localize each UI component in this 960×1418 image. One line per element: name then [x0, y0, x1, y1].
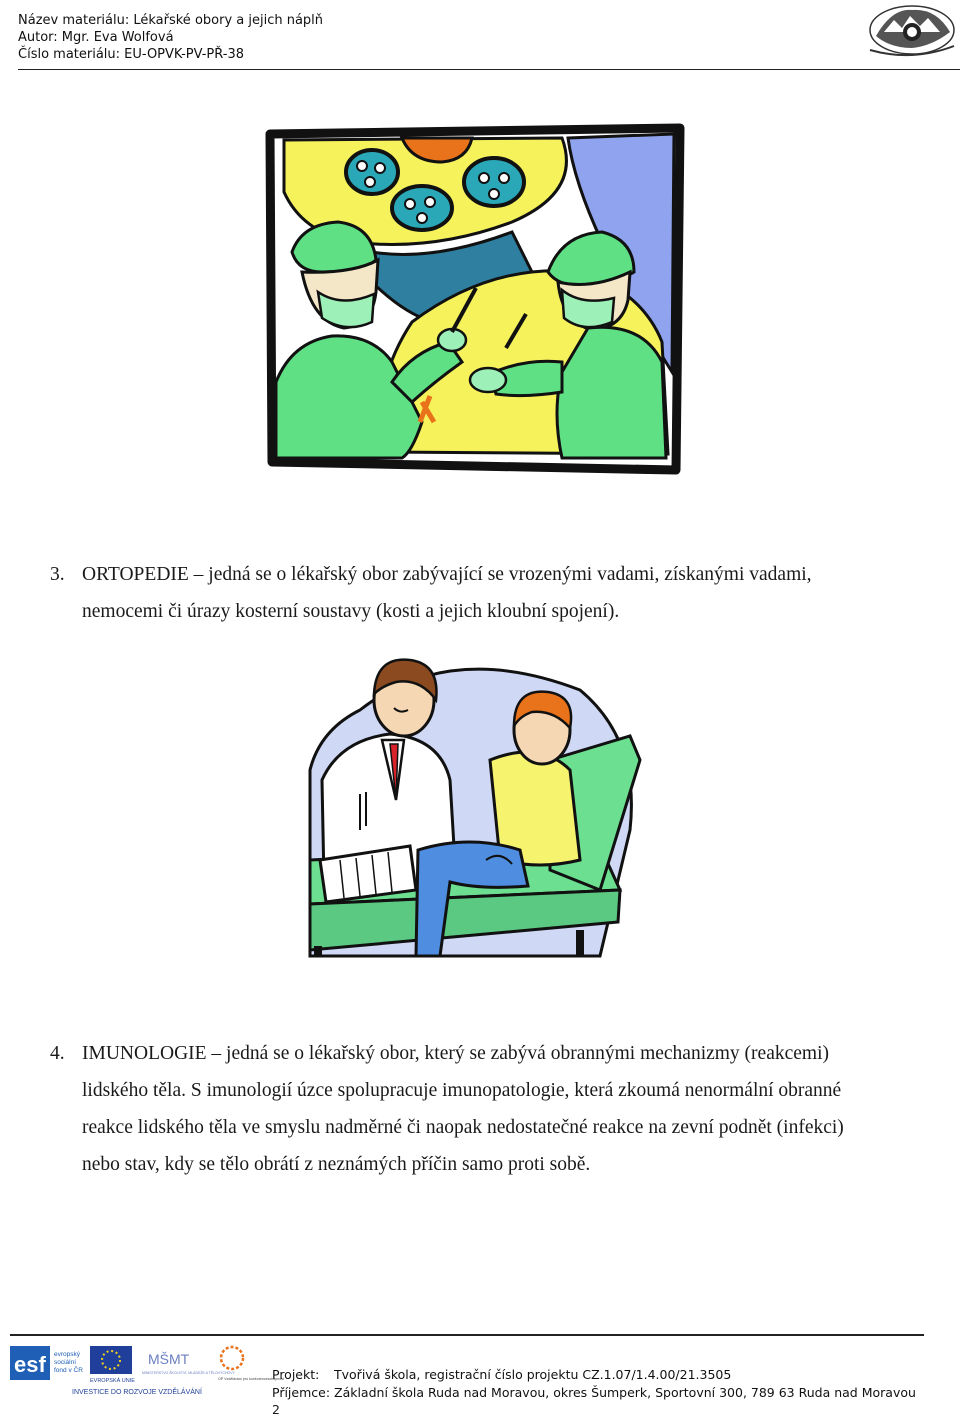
esf-logo-text: esf	[14, 1352, 46, 1377]
svg-text:MŠMT: MŠMT	[148, 1351, 190, 1367]
page-header	[18, 12, 323, 63]
page-number: 2	[272, 1402, 280, 1417]
footer-divider	[10, 1334, 924, 1336]
svg-text:MINISTERSTVO ŠKOLSTVÍ, MLÁDEŽE: MINISTERSTVO ŠKOLSTVÍ, MLÁDEŽE A TĚLOVÝCHOVY	[142, 1371, 235, 1375]
author: Autor: Mgr. Eva Wolfová	[18, 30, 174, 45]
project-row	[272, 1366, 916, 1384]
surgery-clipart	[262, 122, 686, 478]
paragraph-line: lidského těla. S imunologií úzce spolupracuje imunopatologie, která zkoumá nenormální obranné	[82, 1080, 842, 1101]
esf-logo	[10, 1346, 83, 1380]
section-number: 3.	[50, 564, 65, 585]
funding-logos	[10, 1342, 285, 1400]
header-divider	[18, 69, 960, 70]
paragraph-line: IMUNOLOGIE – jedná se o lékařský obor, který se zabývá obrannými mechanizmy (reakcemi)	[82, 1043, 829, 1064]
eu-flag	[90, 1346, 135, 1384]
paragraph-line: nemocemi či úrazy kosterní soustavy (kosti a jejich kloubní spojení).	[82, 601, 620, 622]
recipient-value: Základní škola Ruda nad Moravou, okres Šumperk, Sportovní 300, 789 63 Ruda nad Moravou	[334, 1385, 916, 1400]
svg-text:fond v ČR: fond v ČR	[54, 1367, 83, 1374]
recipient-row	[272, 1384, 916, 1402]
svg-text:sociální: sociální	[54, 1359, 77, 1366]
project-info	[272, 1366, 916, 1402]
paragraph-line: reakce lidského těla ve smyslu nadměrné či naopak nedostatečné reakce na zevní podnět (infekci)	[82, 1117, 844, 1138]
recipient-label: Příjemce:	[272, 1385, 331, 1400]
funding-slogan: INVESTICE DO ROZVOJE VZDĚLÁVÁNÍ	[72, 1389, 202, 1396]
material-name: Název materiálu: Lékařské obory a jejich náplň	[18, 13, 324, 28]
material-number: Číslo materiálu: EU-OPVK-PV-PŘ-38	[18, 47, 245, 62]
project-label: Projekt:	[272, 1367, 320, 1382]
school-emblem-icon	[862, 2, 958, 58]
orthopedics-clipart	[300, 650, 642, 956]
paragraph-line: ORTOPEDIE – jedná se o lékařský obor zabývající se vrozenými vadami, získanými vadami,	[82, 564, 812, 585]
section-number: 4.	[50, 1043, 65, 1064]
svg-text:EVROPSKÁ UNIE: EVROPSKÁ UNIE	[90, 1378, 135, 1384]
project-value: Tvořivá škola, registrační číslo projektu CZ.1.07/1.4.00/21.3505	[334, 1367, 732, 1382]
paragraph-line: nebo stav, kdy se tělo obrátí z neznámých příčin samo proti sobě.	[82, 1154, 591, 1175]
svg-text:OP Vzdělávání pro konkurencesc: OP Vzdělávání pro konkurenceschopnost	[218, 1377, 285, 1381]
svg-text:evropský: evropský	[54, 1351, 81, 1358]
